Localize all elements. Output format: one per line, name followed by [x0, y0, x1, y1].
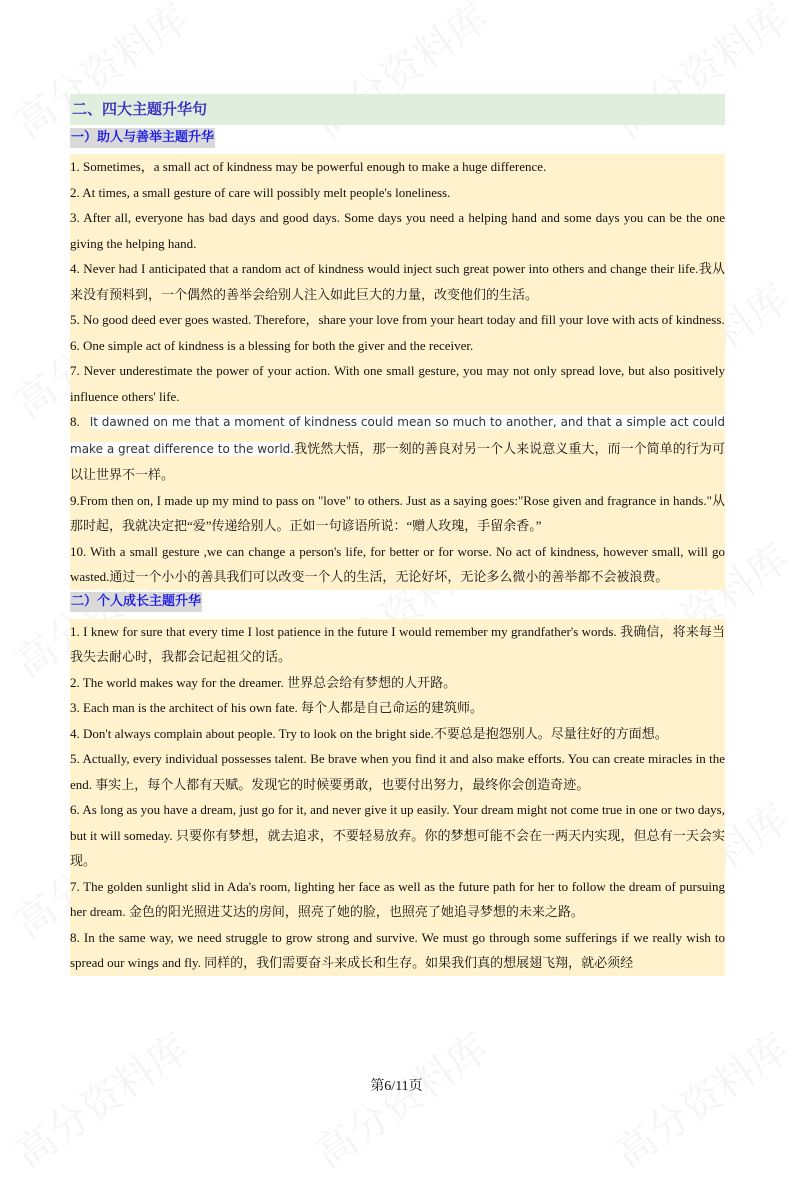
list-item: 1. Sometimes，a small act of kindness may be powerful enough to make a huge difference.	[70, 159, 547, 174]
highlighted-text: It dawned on me that a moment of kindness could mean so much to another, and that a simple act could make a great difference to the world.	[70, 415, 725, 456]
list-item	[70, 409, 725, 488]
item-translation: 我恍然大悟，那一刻的善良对另一个人来说意义重大，而一个简单的行为可以让世界不一样。	[70, 440, 725, 482]
watermark	[602, 1018, 793, 1179]
growth-sentences	[70, 619, 725, 976]
list-item: 2. At times, a small gesture of care will possibly melt people's loneliness.	[70, 184, 451, 200]
list-item: 5. No good deed ever goes wasted. Therefore，share your love from your heart today and fill your love with acts of kindness.	[70, 312, 725, 327]
list-item: 7. Never underestimate the power of your action. With one small gesture, you may not only spread love, but also positively influence others' life.	[70, 363, 725, 404]
subsection-title-kindness: 一）助人与善举主题升华	[70, 128, 215, 148]
list-item: 9.From then on, I made up my mind to pass on "love" to others. Just as a saying goes:"Rose given and fragrance in hands."从那时起，我就决定把“爱”传递给别人。正如一句谚语所说：“赠人玫瑰，手留余香。”	[70, 492, 725, 533]
section-title: 二、四大主题升华句	[70, 94, 725, 125]
item-number: 8.	[70, 414, 90, 429]
list-item: 2. The world makes way for the dreamer. 世界总会给有梦想的人开路。	[70, 674, 457, 690]
list-item: 10. With a small gesture ,we can change a person's life, for better or for worse. No act of kindness, however small, will go wasted.通过一个小小的善具我们可以改变一个人的生活，无论好坏，无论多么微小的善举都不会被浪费。	[70, 543, 725, 584]
list-item: 3. After all, everyone has bad days and good days. Some days you need a helping hand and some days you can be the one giving the helping hand.	[70, 210, 725, 251]
kindness-sentences	[70, 154, 725, 590]
document-content	[70, 94, 725, 976]
subsection-title-growth: 二）个人成长主题升华	[70, 592, 202, 612]
watermark	[302, 1018, 499, 1179]
list-item: 8. In the same way, we need struggle to grow strong and survive. We must go through some sufferings if we really wish to spread our wings and fly. 同样的，我们需要奋斗来成长和生存。如果我们真的想展翅飞翔，就必须经	[70, 929, 725, 970]
list-item: 5. Actually, every individual possesses talent. Be brave when you find it and also make efforts. You can create miracles in the end. 事实上，每个人都有天赋。发现它的时候要勇敢，也要付出努力，最终你会创造奇迹。	[70, 751, 725, 792]
list-item: 4. Don't always complain about people. Try to look on the bright side.不要总是抱怨别人。尽量往好的方面想。	[70, 725, 668, 741]
list-item: 3. Each man is the architect of his own fate. 每个人都是自己命运的建筑师。	[70, 700, 484, 715]
list-item: 6. One simple act of kindness is a blessing for both the giver and the receiver.	[70, 337, 474, 353]
watermark	[2, 1018, 199, 1179]
list-item: 7. The golden sunlight slid in Ada's room, lighting her face as well as the future path for her to follow the dream of pursuing her dream. 金色的阳光照进艾达的房间，照亮了她的脸，也照亮了她追寻梦想的未来之路。	[70, 878, 725, 919]
list-item: 1. I knew for sure that every time I lost patience in the future I would remember my grandfather's words. 我确信，将来每当我失去耐心时，我都会记起祖父的话。	[70, 623, 725, 664]
page-number: 第6/11页	[370, 1079, 423, 1094]
list-item: 4. Never had I anticipated that a random act of kindness would inject such great power into others and change their life.我从来没有预料到，一个偶然的善举会给别人注入如此巨大的力量，改变他们的生活。	[70, 261, 725, 302]
list-item: 6. As long as you have a dream, just go for it, and never give it up easily. Your dream might not come true in one or two days, but it will someday. 只要你有梦想，就去追求，不要轻易放弃。你的梦想可能不会在一两天内实现，但总有一天会实现。	[70, 802, 725, 868]
